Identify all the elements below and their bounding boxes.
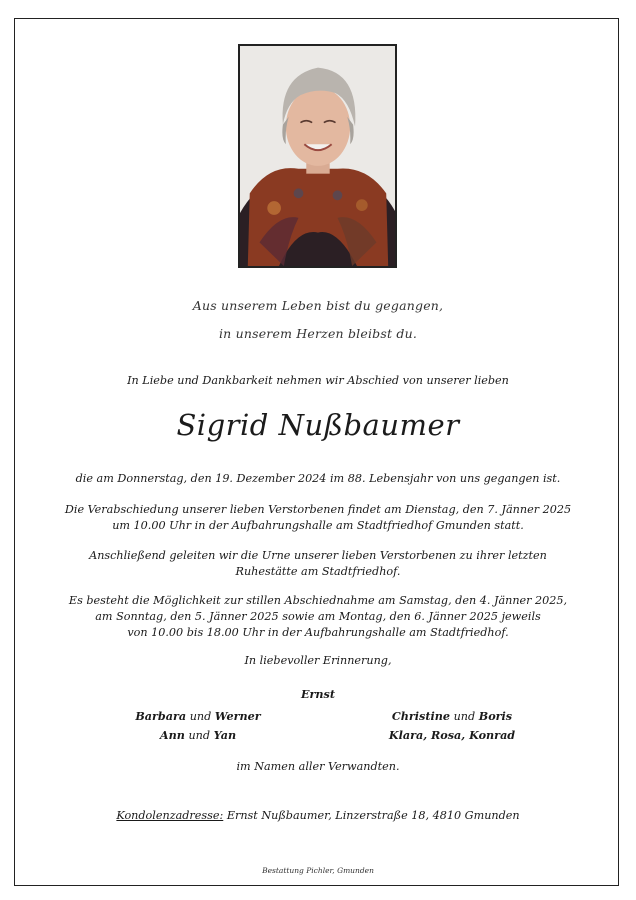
family-and: und (188, 729, 211, 742)
funeral-home: Bestattung Pichler, Gmunden (262, 866, 374, 875)
condolence-address (0, 808, 636, 824)
family-right-row-1 (352, 709, 552, 723)
remembrance-text: In liebevoller Erinnerung, (244, 654, 392, 667)
viewing-line-3: von 10.00 bis 18.00 Uhr in der Aufbahrungshalle am Stadtfriedhof. (127, 626, 509, 639)
urn-line-2: Ruhestätte am Stadtfriedhof. (235, 565, 401, 578)
viewing-line-1: Es besteht die Möglichkeit zur stillen Abschiednahme am Samstag, den 4. Jänner 2025, (68, 594, 568, 607)
family-and: und (453, 710, 476, 723)
portrait-photo (238, 44, 397, 268)
family-left-row-2 (98, 728, 298, 742)
death-notice: die am Donnerstag, den 19. Dezember 2024 im 88. Lebensjahr von uns gegangen ist. (75, 472, 561, 485)
family-name: Yan (213, 728, 237, 742)
family-name: Boris (478, 709, 513, 723)
urn-line-1: Anschließend geleiten wir die Urne unserer lieben Verstorbenen zu ihrer letzten (89, 549, 547, 562)
family-name: Werner (214, 709, 261, 723)
quote-line-1: Aus unserem Leben bist du gegangen, (192, 298, 444, 313)
family-name: Christine (391, 709, 451, 723)
farewell-line-2: um 10.00 Uhr in der Aufbahrungshalle am Stadtfriedhof Gmunden statt. (112, 519, 524, 532)
family-center-name: Ernst (300, 687, 336, 701)
viewing-line-2: am Sonntag, den 5. Jänner 2025 sowie am Montag, den 6. Jänner 2025 jeweils (95, 610, 541, 623)
family-left-row-1 (98, 709, 298, 723)
relatives-text: im Namen aller Verwandten. (236, 760, 400, 773)
family-right-row-2: Klara, Rosa, Konrad (388, 728, 516, 742)
deceased-name: Sigrid Nußbaumer (176, 408, 460, 442)
farewell-line-1: Die Verabschiedung unserer lieben Verstorbenen findet am Dienstag, den 7. Jänner 2025 (64, 503, 572, 516)
quote-line-2: in unserem Herzen bleibst du. (218, 326, 418, 341)
family-name: Ann (159, 728, 185, 742)
portrait-image (240, 46, 395, 266)
condolence-address-text: Ernst Nußbaumer, Linzerstraße 18, 4810 Gmunden (226, 809, 520, 822)
intro-text: In Liebe und Dankbarkeit nehmen wir Abschied von unserer lieben (127, 374, 509, 387)
family-and: und (189, 710, 212, 723)
condolence-label: Kondolenzadresse: (116, 809, 224, 822)
family-name: Barbara (135, 709, 187, 723)
